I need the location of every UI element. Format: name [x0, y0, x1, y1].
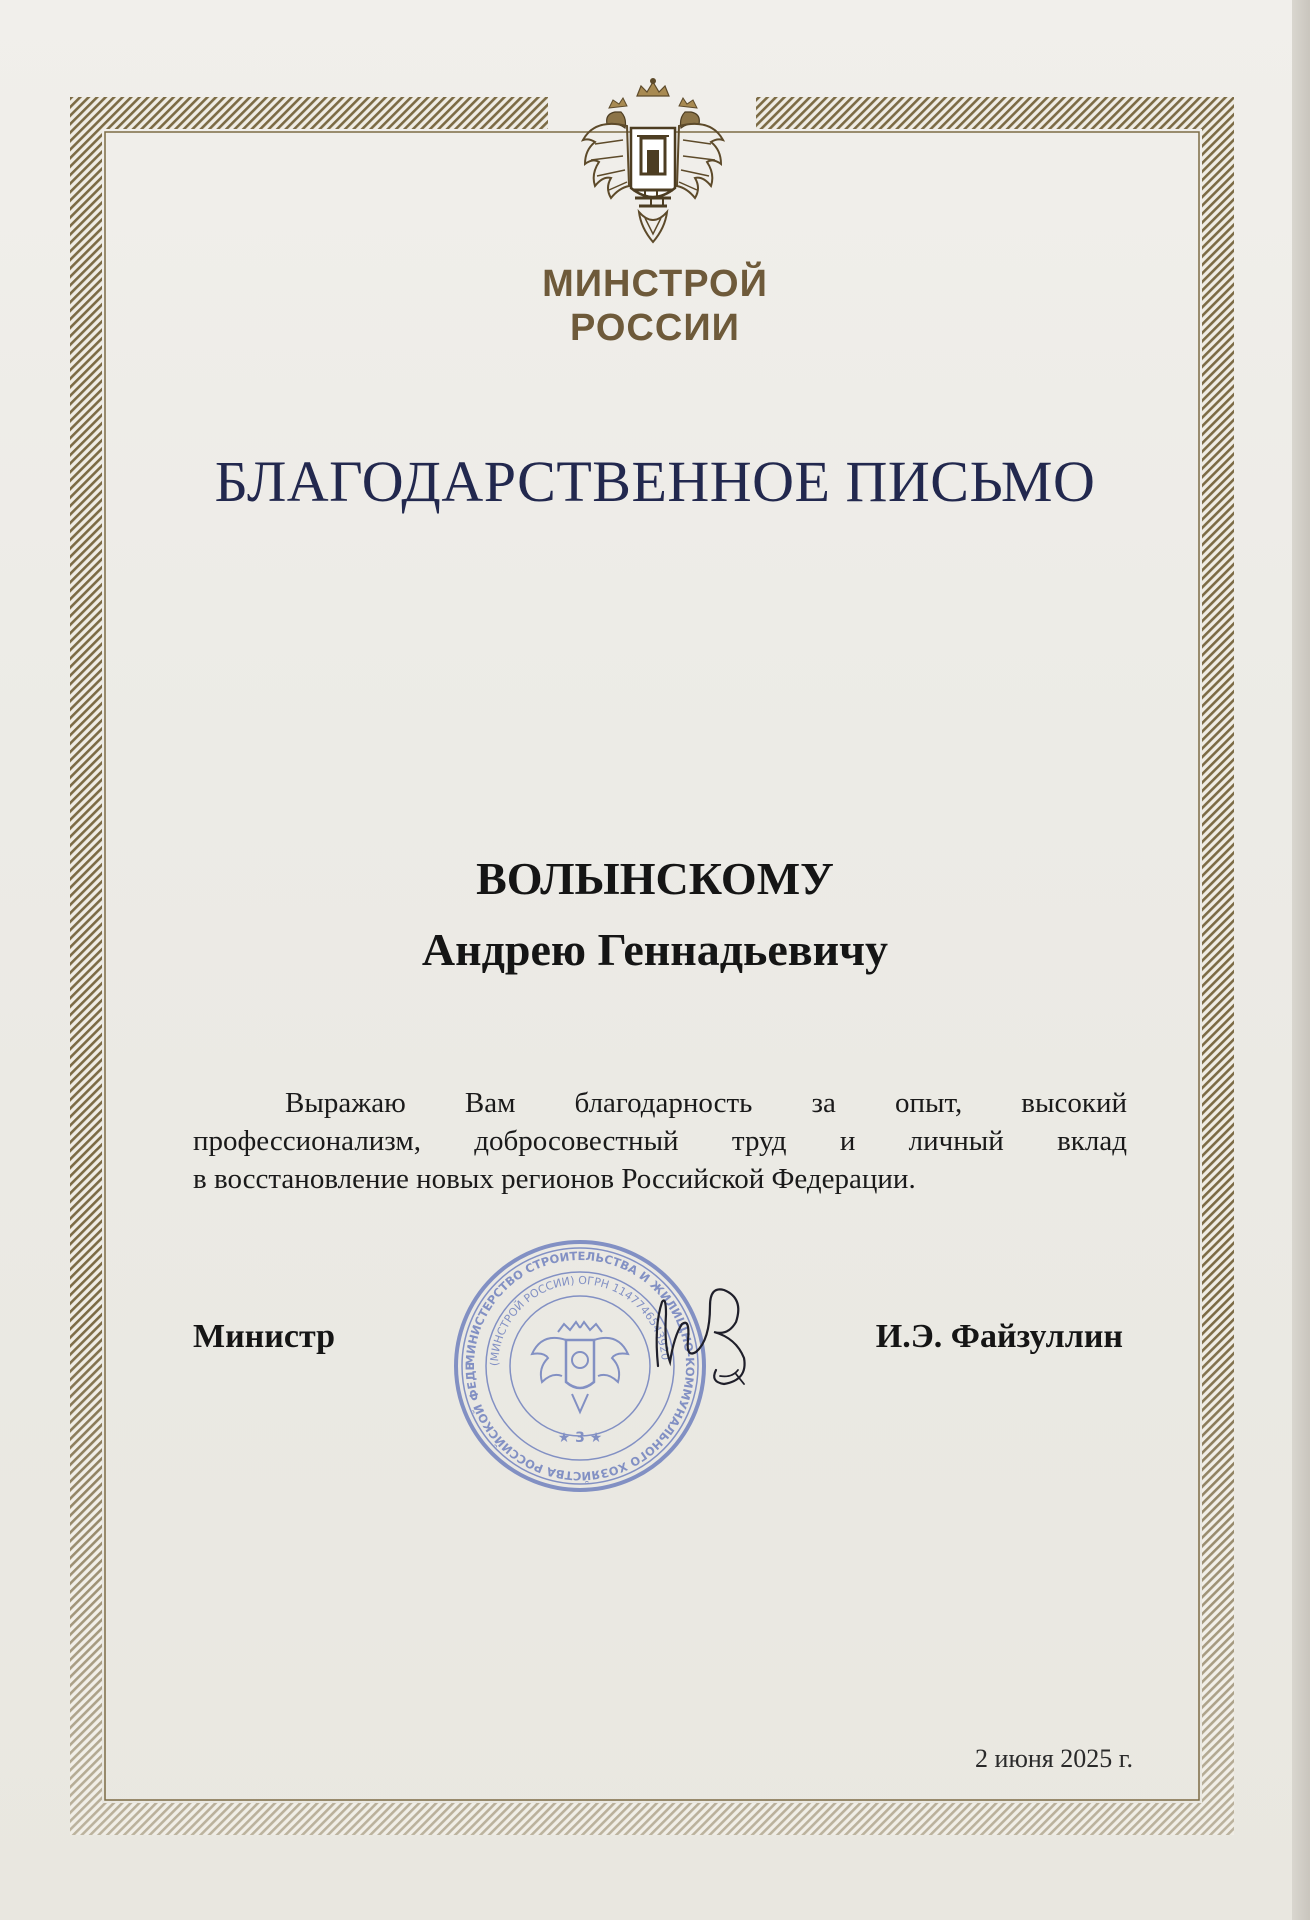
signatory-name: И.Э. Файзуллин — [875, 1318, 1123, 1355]
ministry-line-1: МИНСТРОЙ — [542, 263, 768, 305]
gratitude-line-1: Выражаю Вам благодарность за опыт, высокий — [285, 1087, 1127, 1119]
gratitude-line-2: профессионализм, добросовестный труд и личный вклад — [193, 1125, 1127, 1157]
signatory-position: Министр — [193, 1318, 335, 1355]
coat-of-arms-icon — [575, 78, 731, 248]
seal-number: 3 — [575, 1430, 585, 1446]
recipient-surname: ВОЛЫНСКОМУ — [476, 853, 834, 904]
handwritten-signature — [640, 1266, 770, 1406]
document-title: БЛАГОДАРСТВЕННОЕ ПИСЬМО — [214, 449, 1096, 514]
seal-inner-text: (МИНСТРОЙ РОССИИ) ОГРН 1147746543920 — [487, 1273, 672, 1367]
seal-outer-text: МИНИСТЕРСТВО СТРОИТЕЛЬСТВА И ЖИЛИЩНО-КОММУНАЛЬНОГО ХОЗЯЙСТВА РОССИЙСКОЙ ФЕДЕ — [462, 1248, 698, 1484]
gratitude-line-3: в восстановление новых регионов Российской Федерации. — [193, 1163, 916, 1195]
seal-eagle-icon — [532, 1322, 628, 1412]
sheet-edge — [1292, 0, 1310, 1920]
recipient-name: Андрею Геннадьевичу — [421, 924, 889, 975]
ministry-logotype — [455, 262, 855, 350]
gratitude-text — [193, 1084, 1127, 1198]
ministry-line-2: РОССИИ — [570, 307, 740, 349]
svg-text:★ 3 ★: ★ 3 ★ — [557, 1430, 603, 1446]
document-date: 2 июня 2025 г. — [975, 1744, 1133, 1773]
